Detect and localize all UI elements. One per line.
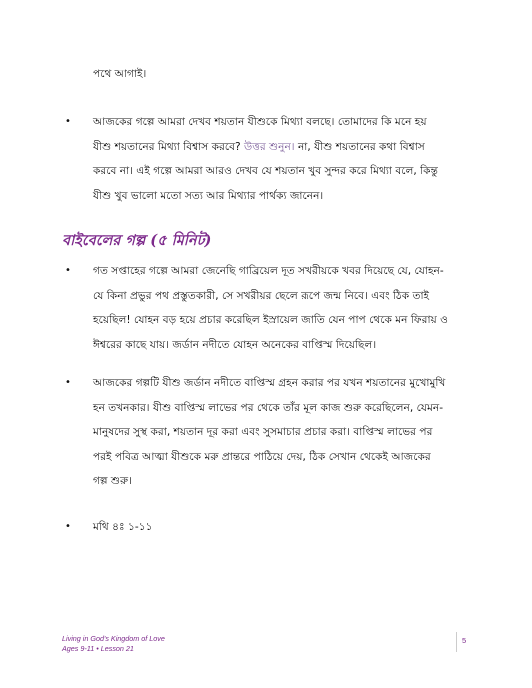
paragraph-last-week (93, 259, 485, 357)
page-number: 5 (462, 636, 467, 645)
text-line: করবে না। এই গল্পে আমরা আরও দেখব যে শয়তান খুব সুন্দর করে মিথ্যা বলে, কিন্তু (93, 165, 438, 177)
paragraph-today-story (93, 371, 485, 494)
bullet-marker: • (65, 521, 71, 532)
footer-title: Living in God's Kingdom of Love (62, 634, 165, 643)
text-line: গল্প শুরু। (93, 475, 132, 487)
text-line: পরই পবিত্র আত্মা যীশুকে মরু প্রান্তরে পাঠিয়ে দেয়, ঠিক সেখান থেকেই আজকের (93, 450, 431, 463)
scripture-reference: মথি ৪ঃ ১-১১ (93, 521, 153, 533)
text-line: আজকের গল্পটি যীশু জর্ডান নদীতে বাপ্তিস্ম গ্রহন করার পর যখন শয়তানের মুখোমুখি (93, 377, 446, 389)
text-line: আজকের গল্পে আমরা দেখব শয়তান যীশুকে মিথ্যা বলছে। তোমাদের কি মনে হয় (93, 116, 427, 128)
text-line: ঈশ্বরের কাছে যায়। জর্ডান নদীতে যোহন অনেকের বাপ্তিস্ম দিয়েছিল। (93, 338, 377, 351)
section-heading: বাইবেলের গল্প (৫ মিনিট) (62, 232, 212, 249)
paragraph-lesson-intro (93, 110, 485, 208)
text-line: মানুষদের সুস্থ করা, শয়তান দূর করা এবং সুসমাচার প্রচার করা। বাপ্তিস্ম লাভের পর (93, 426, 433, 438)
answer-hint: উত্তর শুনুন। (244, 140, 295, 153)
text-line: গত সপ্তাহের গল্পে আমরা জেনেছি গাব্রিয়েল দূত সখরীয়কে খবর দিয়েছে যে, যোহন- (93, 265, 444, 277)
bullet-marker: • (65, 265, 71, 276)
text-line: হয়েছিল! যোহন বড় হয়ে প্রচার করেছিল ইস্রায়েল জাতি যেন পাপ থেকে মন ফিরায় ও (93, 314, 448, 326)
text-line: যীশু শয়তানের মিথ্যা বিশ্বাস করবে? উত্তর শুনুন। না, যীশু শয়তানের কথা বিশ্বাস (93, 140, 425, 153)
footer-subtitle: Ages 9-11 • Lesson 21 (62, 644, 134, 653)
bullet-marker: • (65, 377, 71, 388)
footer-divider (456, 632, 457, 652)
text-line: হন তখনকার। যীশু বাপ্তিস্ম লাভের পর থেকে তাঁর মূল কাজ শুরু করেছিলেন, যেমন- (93, 401, 444, 414)
text-line: যীশু খুব ভালো মতো সত্য আর মিথ্যার পার্থক্য জানেন। (93, 189, 324, 202)
text-line: যে কিনা প্রভুর পথ প্রস্তুতকারী, সে সখরীয়র ছেলে রূপে জন্ম নিবে। এবং ঠিক তাই (93, 289, 430, 302)
bullet-marker: • (65, 116, 71, 127)
continuation-text: পথে আগাই। (93, 68, 147, 80)
footer-lesson-info (62, 634, 165, 654)
